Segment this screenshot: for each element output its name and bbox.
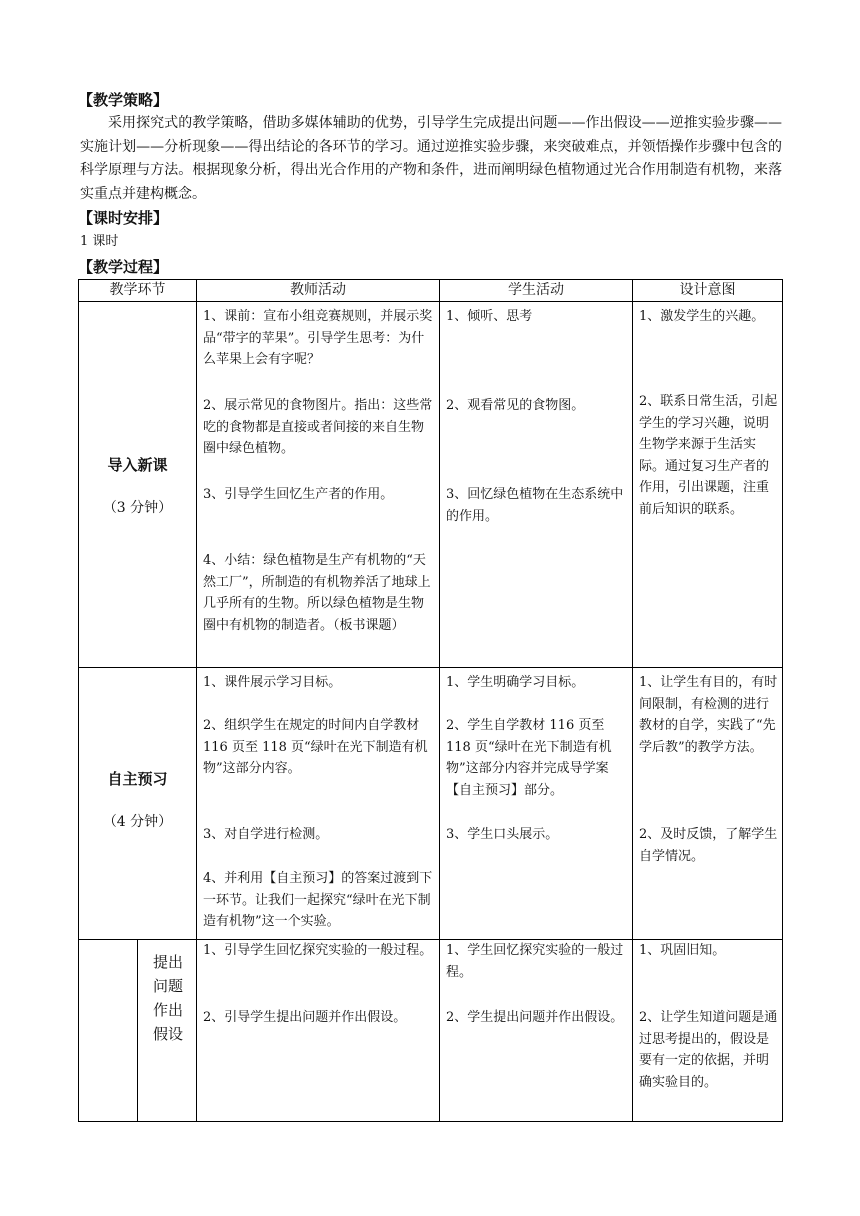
teacher-step: 4、小结：绿色植物是生产有机物的“天然工厂”，所制造的有机物养活了地球上几乎所有的生物。所以绿色植物是生物圈中有机物的制造者。（板书课题） [203, 553, 431, 633]
student-step: 1、倾听、思考 [446, 309, 533, 324]
intent-item: 2、让学生知道问题是通过思考提出的，假设是要有一定的依据，并明确实验目的。 [639, 1010, 778, 1090]
column-header-stage: 教学环节 [79, 280, 197, 302]
substage-cell [138, 940, 197, 1122]
student-step: 2、学生自学教材 116 页至 118 页“绿叶在光下制造有机物”这部分内容并完成导学案【自主预习】部分。 [446, 718, 612, 798]
student-step: 3、学生口头展示。 [446, 827, 559, 842]
schedule-heading: 【课时安排】 [78, 209, 169, 227]
stage-title: 自主预习 [107, 770, 168, 788]
strategy-text: 采用探究式的教学策略，借助多媒体辅助的优势，引导学生完成提出问题——作出假设——逆推实验步骤——实施计划——分析现象——得出结论的各环节的学习。通过逆推实验步骤，来突破难点，并领悟操作步骤中包含的科学原理与方法。根据现象分析，得出光合作用的产物和条件，进而阐明绿色植物通过光合作用制造有机物，来落实重点并建构概念。 [80, 115, 782, 202]
intent-cell [633, 940, 783, 1122]
table-row [79, 302, 783, 668]
teacher-step: 1、课前：宣布小组竞赛规则，并展示奖品“带字的苹果”。引导学生思考：为什么苹果上会有字呢？ [203, 309, 433, 367]
teacher-step: 2、展示常见的食物图片。指出：这些常吃的食物都是直接或者间接的来自生物圈中绿色植物。 [203, 398, 433, 456]
teacher-cell [197, 668, 440, 940]
strategy-paragraph [80, 112, 782, 206]
intent-cell [633, 668, 783, 940]
table-header-row [79, 280, 783, 302]
stage-cell [79, 940, 138, 1122]
student-step: 1、学生明确学习目标。 [446, 675, 585, 690]
schedule-text: 1 课时 [80, 234, 119, 249]
teacher-step: 2、引导学生提出问题并作出假设。 [203, 1010, 407, 1025]
student-step: 2、观看常见的食物图。 [446, 398, 585, 413]
intent-item: 2、及时反馈，了解学生自学情况。 [639, 827, 778, 864]
student-cell [440, 940, 633, 1122]
process-heading: 【教学过程】 [78, 258, 169, 276]
teacher-step: 2、组织学生在规定的时间内自学教材 116 页至 118 页“绿叶在光下制造有机物”这部分内容。 [203, 718, 428, 776]
intent-cell [633, 302, 783, 668]
teacher-step: 1、引导学生回忆探究实验的一般过程。 [203, 943, 433, 958]
teacher-step: 3、对自学进行检测。 [203, 827, 329, 842]
table-row [79, 668, 783, 940]
teacher-cell [197, 940, 440, 1122]
intent-item: 1、让学生有目的，有时间限制，有检测的进行教材的自学，实践了“先学后教”的教学方法。 [639, 675, 778, 755]
student-cell [440, 668, 633, 940]
stage-time: （3 分钟） [102, 500, 173, 516]
teacher-cell [197, 302, 440, 668]
column-header-teacher: 教师活动 [197, 280, 440, 302]
intent-item: 2、联系日常生活，引起学生的学习兴趣，说明生物学来源于生活实际。通过复习生产者的作用，引出课题，注重前后知识的联系。 [639, 394, 778, 517]
teacher-step: 3、引导学生回忆生产者的作用。 [203, 487, 394, 502]
stage-title: 导入新课 [107, 456, 168, 474]
column-header-intent: 设计意图 [633, 280, 783, 302]
table-row [79, 940, 783, 1122]
teacher-step: 1、课件展示学习目标。 [203, 675, 342, 690]
teacher-step: 4、并利用【自主预习】的答案过渡到下一环节。让我们一起探究“绿叶在光下制造有机物”这一个实验。 [203, 871, 433, 929]
student-step: 1、学生回忆探究实验的一般过程。 [446, 943, 624, 980]
substage-title: 提出问题作出假设 [152, 953, 183, 1043]
stage-time: （4 分钟） [102, 814, 173, 830]
stage-cell [79, 668, 197, 940]
stage-cell [79, 302, 197, 668]
process-table [78, 279, 783, 1122]
student-cell [440, 302, 633, 668]
intent-item: 1、巩固旧知。 [639, 943, 726, 958]
column-header-student: 学生活动 [440, 280, 633, 302]
intent-item: 1、激发学生的兴趣。 [639, 309, 765, 324]
student-step: 3、回忆绿色植物在生态系统中的作用。 [446, 487, 624, 524]
strategy-heading: 【教学策略】 [78, 91, 169, 109]
student-step: 2、学生提出问题并作出假设。 [446, 1010, 624, 1025]
